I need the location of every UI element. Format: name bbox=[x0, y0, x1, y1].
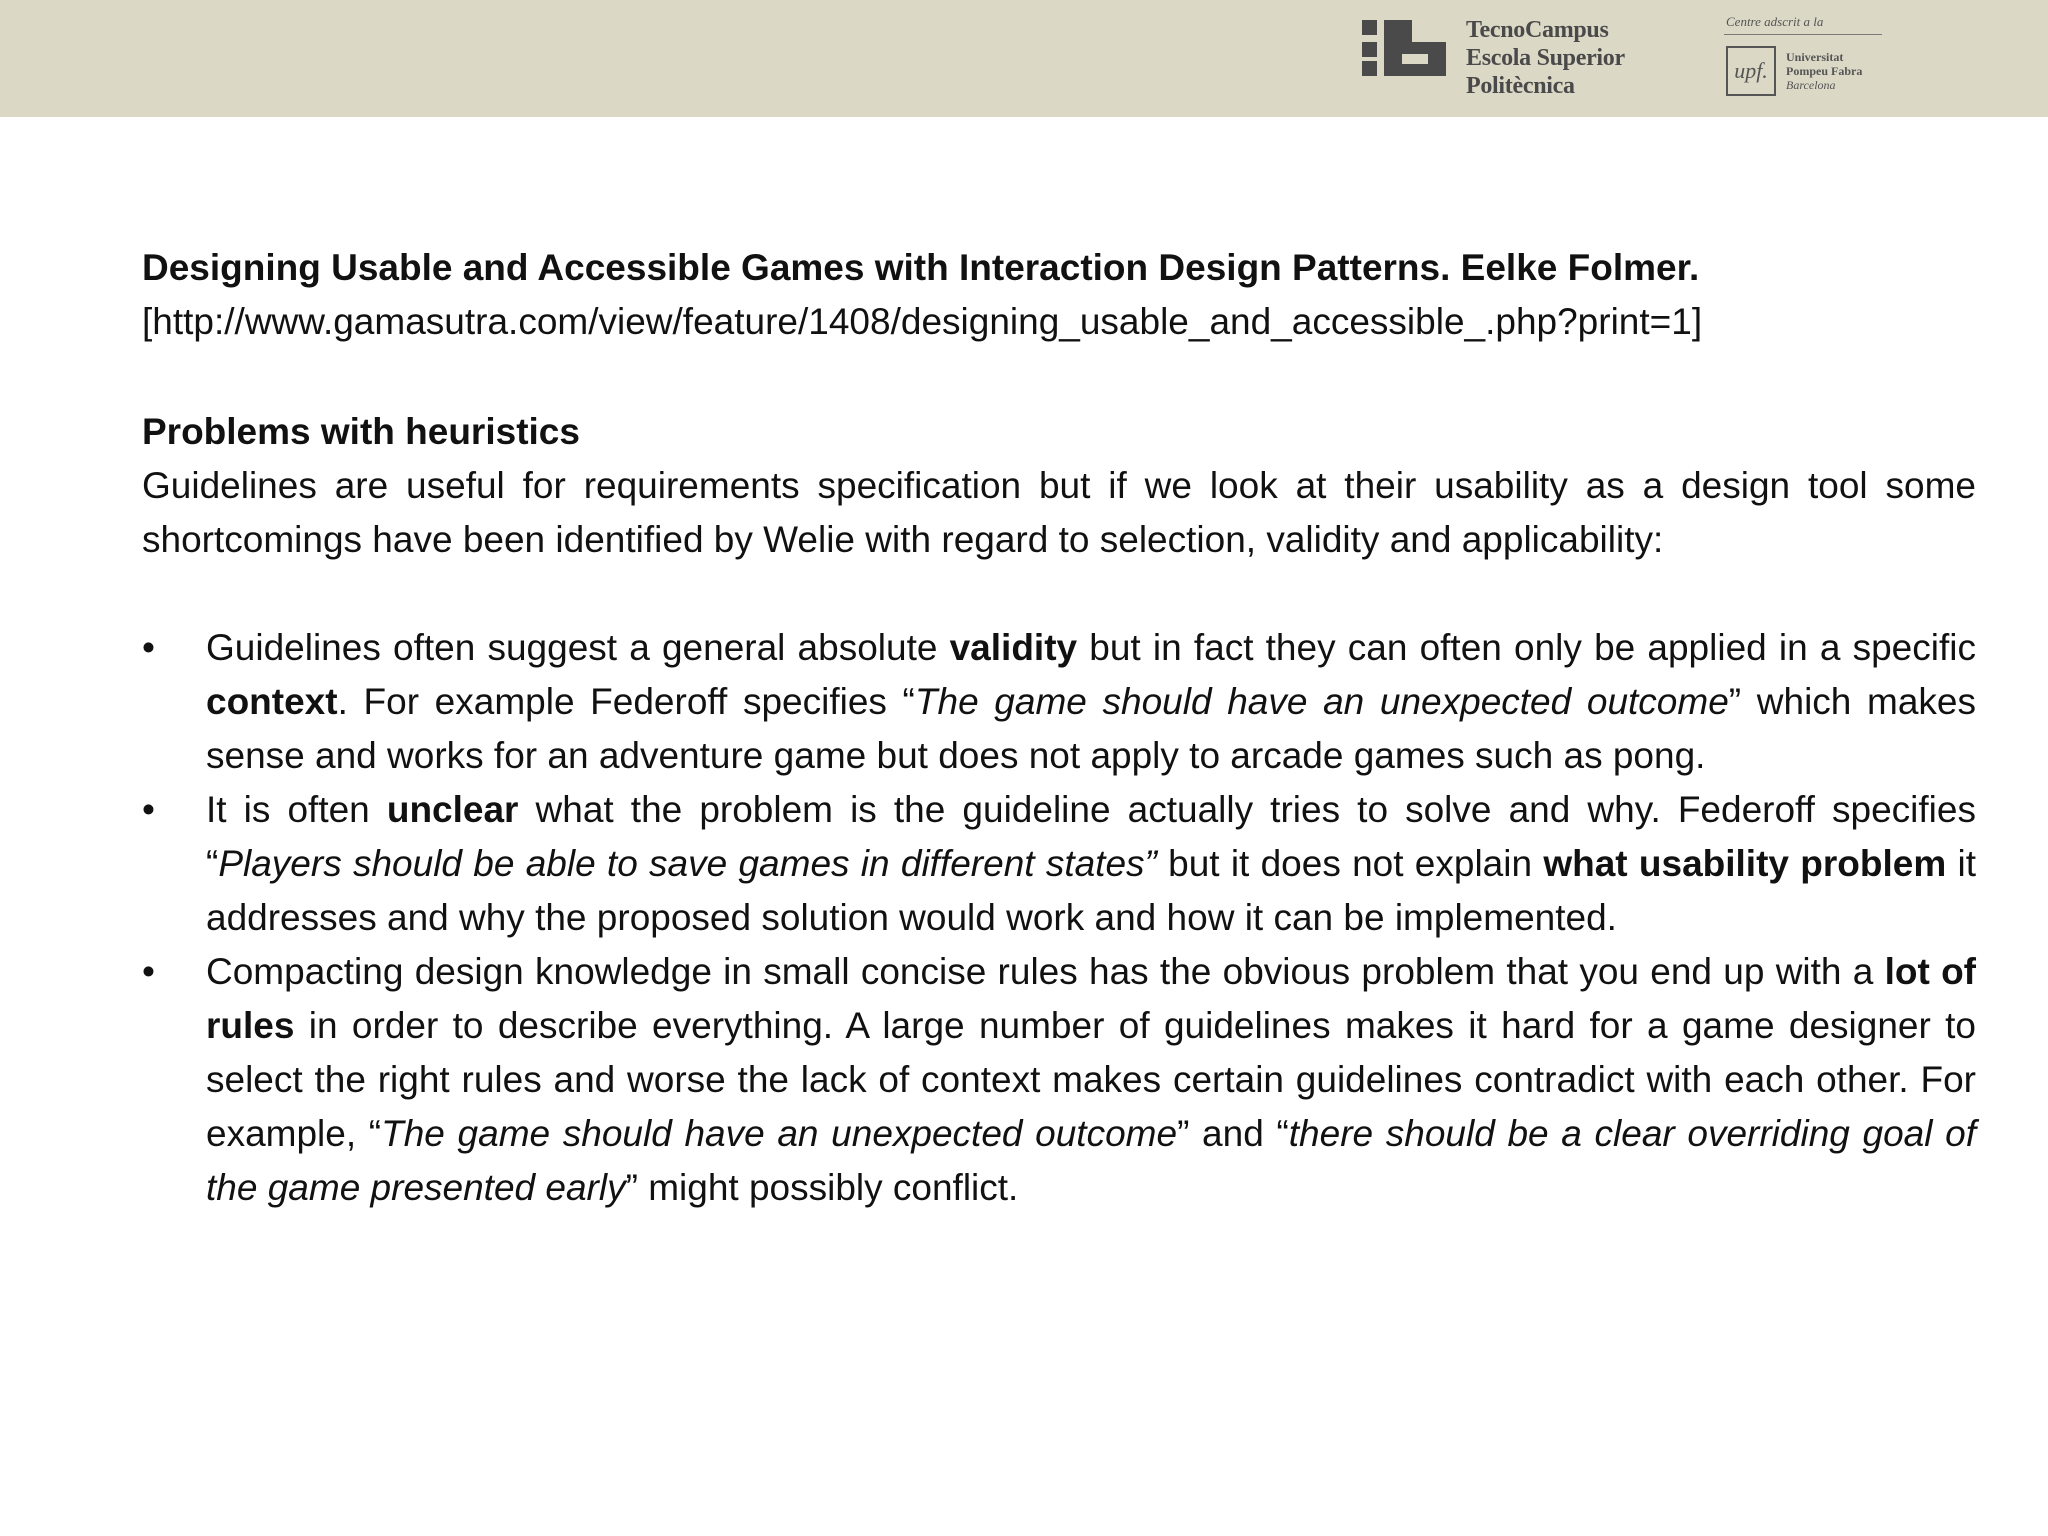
upf-name bbox=[1786, 50, 1862, 92]
upf-line-1: Universitat bbox=[1786, 50, 1844, 64]
bullet-item bbox=[142, 783, 1976, 945]
section-heading: Problems with heuristics bbox=[142, 411, 580, 452]
bullet-text bbox=[206, 627, 1976, 776]
bullet-segment-bold: lot of rules bbox=[206, 951, 1976, 1046]
bullet-segment-italic: Players should be able to save games in different states” bbox=[218, 843, 1157, 884]
article-title: Designing Usable and Accessible Games with Interaction Design Patterns. Eelke Folmer. bbox=[142, 247, 1700, 288]
bullet-icon: • bbox=[142, 951, 155, 992]
bullet-segment-normal: what the problem is the guideline actually tries to solve and why. Federoff specifies “ bbox=[206, 789, 1976, 884]
bullet-segment-normal: It is often bbox=[206, 789, 387, 830]
article-url: [http://www.gamasutra.com/view/feature/1408/designing_usable_and_accessible_.php?print=1] bbox=[142, 301, 1703, 342]
tecnocampus-logo-text bbox=[1466, 16, 1666, 100]
bullet-segment-normal: but in fact they can often only be applied in a specific bbox=[1077, 627, 1976, 668]
spacer bbox=[142, 567, 1976, 621]
slide-content bbox=[142, 241, 1976, 1215]
bullet-segment-bold: what usability problem bbox=[1543, 843, 1947, 884]
upf-line-2: Pompeu Fabra bbox=[1786, 64, 1863, 78]
bullet-segment-normal: ” might possibly conflict. bbox=[625, 1167, 1019, 1208]
header-band bbox=[0, 0, 2048, 117]
affiliation-caption: Centre adscrit a la bbox=[1726, 14, 1824, 29]
bullet-segment-normal: . For example Federoff specifies “ bbox=[337, 681, 915, 722]
bullet-segment-bold: unclear bbox=[386, 789, 519, 830]
upf-line-3: Barcelona bbox=[1786, 78, 1836, 92]
section-intro: Guidelines are useful for requirements specification but if we look at their usability as a design tool some shortcomings have been identified by Welie with regard to selection, validity and applicability: bbox=[142, 465, 1976, 560]
bullet-segment-bold: validity bbox=[949, 627, 1078, 668]
bullet-segment-normal: but it does not explain bbox=[1156, 843, 1544, 884]
logo-line-3: Politècnica bbox=[1466, 73, 1575, 99]
bullet-segment-normal: in order to describe everything. A large number of guidelines makes it hard for a game designer to select the right rules and worse the lack of context makes certain guidelines contradict with each other. For example, “ bbox=[206, 1005, 1976, 1154]
bullet-item bbox=[142, 621, 1976, 783]
spacer bbox=[142, 349, 1976, 405]
bullet-segment-normal: Guidelines often suggest a general absolute bbox=[206, 627, 950, 668]
bullet-icon: • bbox=[142, 627, 155, 668]
bullet-list bbox=[142, 621, 1976, 1215]
bullet-icon: • bbox=[142, 789, 155, 830]
bullet-segment-normal: ” which makes sense and works for an adventure game but does not apply to arcade games such as pong. bbox=[206, 681, 1976, 776]
bullet-segment-bold: context bbox=[206, 681, 338, 722]
tecnocampus-logo-icon bbox=[1362, 20, 1446, 76]
bullet-segment-normal: it addresses and why the proposed solution would work and how it can be implemented. bbox=[206, 843, 1976, 938]
bullet-text bbox=[206, 789, 1976, 938]
bullet-segment-italic: The game should have an unexpected outcome bbox=[914, 681, 1729, 722]
bullet-segment-italic: The game should have an unexpected outcome bbox=[381, 1113, 1178, 1154]
bullet-item bbox=[142, 945, 1976, 1215]
affiliation-divider bbox=[1724, 34, 1882, 35]
bullet-text bbox=[206, 951, 1976, 1208]
logo-line-2: Escola Superior bbox=[1466, 45, 1625, 71]
logo-line-1: TecnoCampus bbox=[1466, 17, 1609, 43]
upf-logo-icon: upf. bbox=[1726, 46, 1776, 96]
bullet-segment-normal: ” and “ bbox=[1177, 1113, 1289, 1154]
bullet-segment-italic: there should be a clear overriding goal of the game presented early bbox=[206, 1113, 1976, 1208]
bullet-segment-normal: Compacting design knowledge in small concise rules has the obvious problem that you end up with a bbox=[206, 951, 1885, 992]
